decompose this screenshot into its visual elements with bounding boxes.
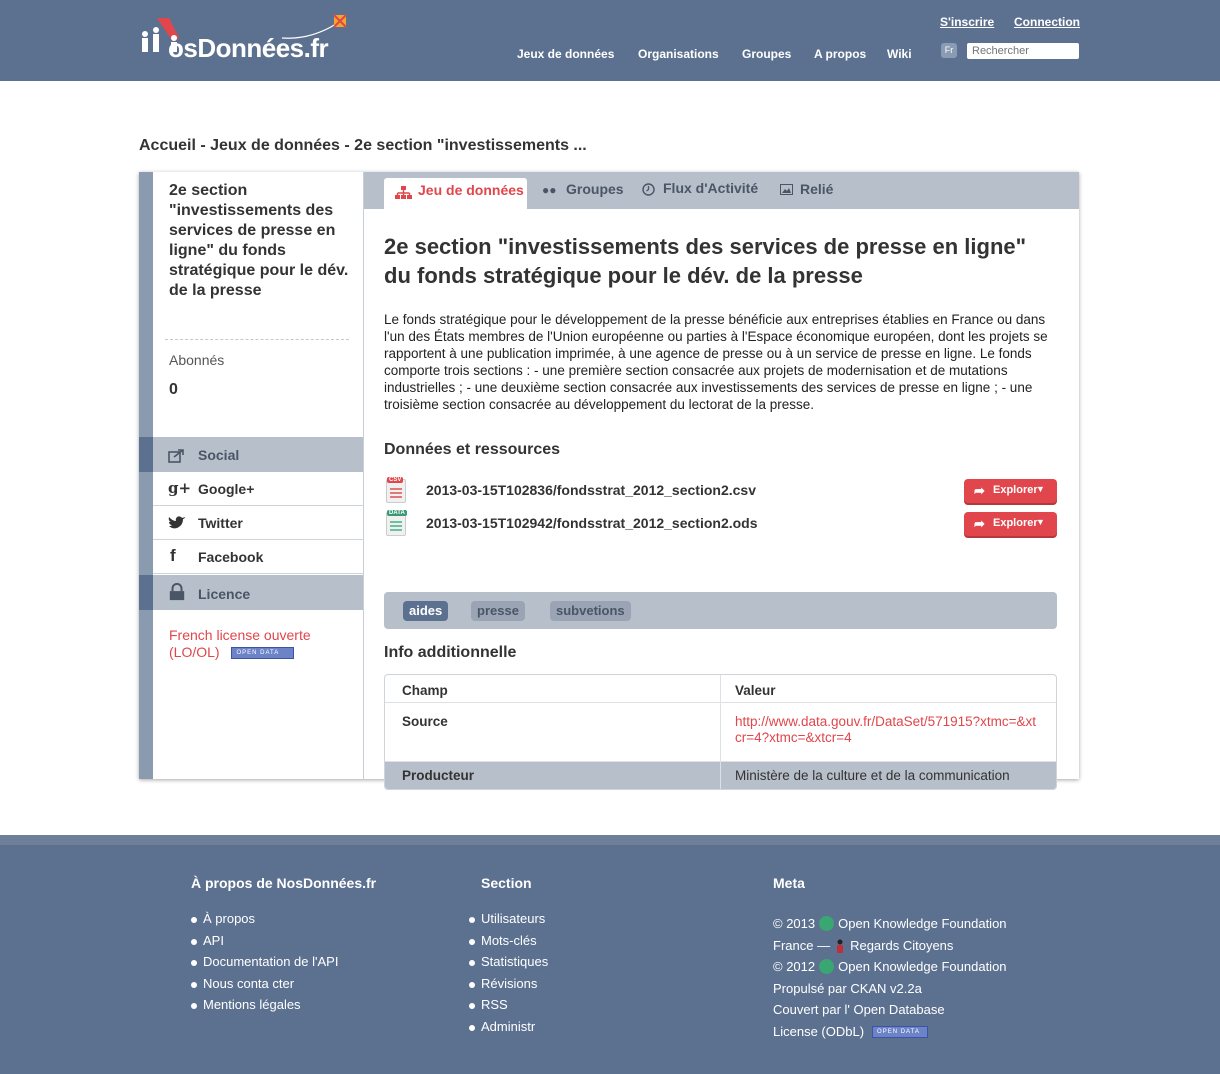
share-facebook-label: Facebook	[198, 549, 264, 565]
open-data-badge: OPEN DATA	[231, 647, 294, 659]
licence-credit[interactable]: License (ODbL)	[773, 1023, 865, 1039]
column-header: Champ	[402, 683, 448, 698]
ckan-credit[interactable]: Propulsé par CKAN v2.2a	[773, 980, 922, 996]
field-cell: Producteur	[402, 768, 475, 783]
tab-dataset-label: Jeu de données	[418, 182, 524, 198]
data-file-icon: DATA	[386, 512, 406, 536]
okf-link[interactable]: Open Knowledge Foundation	[838, 916, 1007, 931]
dataset-description: Le fonds stratégique pour le développement de la presse bénéficie aux entreprises établies en France ou dans l'un des États membres de l'Union européenne ou parties à l'Espace économique européen, dont les projets se rapportent à une publication imprimée, à une agence de presse ou à un service de presse en ligne. Le fonds comporte trois sections : - une première section consacrée aux projets de modernisation et de mutations industrielles ; - une deuxième section consacrée aux investissements des services de presse en ligne ; - une troisième section consacrée au développement du lectorat de la presse.	[384, 312, 1048, 412]
site-header	[0, 0, 1220, 81]
caret-down-icon: ▼	[1036, 517, 1045, 527]
nav-wiki[interactable]: Wiki	[887, 47, 912, 61]
okf-logo-icon	[819, 916, 834, 931]
licence-credit[interactable]: Couvert par l' Open Database	[773, 1002, 945, 1017]
lock-icon	[168, 583, 186, 601]
tag-subvetions[interactable]: subvetions	[550, 601, 631, 621]
info-heading: Info additionnelle	[384, 644, 517, 661]
okf-link[interactable]: Open Knowledge Foundation	[838, 959, 1007, 974]
footer-link[interactable]: Mots-clés	[469, 933, 548, 955]
okf-logo-icon	[819, 959, 834, 974]
share-twitter-label: Twitter	[198, 515, 243, 531]
tags-bar	[384, 592, 1057, 629]
share-twitter[interactable]	[153, 506, 363, 540]
social-heading: Social	[198, 447, 240, 463]
site-logo[interactable]: osDonnées.fr	[168, 33, 329, 63]
facebook-icon: f	[170, 546, 176, 565]
source-link[interactable]: http://www.data.gouv.fr/DataSet/571915?xtmc=&xtcr=4?xtmc=&xtcr=4	[735, 714, 1037, 745]
licence-heading: Licence	[198, 586, 251, 602]
login-link[interactable]: Connection	[1014, 15, 1080, 29]
licence-name[interactable]: French license ouverte (LO/OL)	[169, 627, 311, 660]
followers-count: 0	[169, 381, 178, 398]
share-arrow-icon: ➦	[974, 516, 985, 531]
open-data-badge: OPEN DATA	[872, 1026, 928, 1038]
share-icon	[168, 447, 186, 465]
resources-heading: Données et ressources	[384, 441, 561, 458]
site-footer	[0, 835, 1220, 1074]
resource-item[interactable]	[384, 479, 1057, 507]
column-divider	[720, 675, 721, 789]
footer-link[interactable]: Utilisateurs	[469, 911, 548, 933]
divider	[165, 339, 349, 340]
resource-item[interactable]	[384, 512, 1057, 540]
resource-name[interactable]: 2013-03-15T102836/fondsstrat_2012_section2.csv	[426, 482, 756, 498]
language-selector[interactable]: Fr	[941, 43, 957, 58]
breadcrumb[interactable]: Accueil - Jeux de données - 2e section "investissements ...	[139, 137, 587, 154]
footer-link[interactable]: Documentation de l'API	[191, 954, 338, 976]
dataset-panel	[139, 172, 1079, 783]
nav-about[interactable]: A propos	[814, 47, 867, 61]
nav-organisations[interactable]: Organisations	[638, 47, 719, 61]
column-header: Valeur	[735, 683, 776, 698]
tab-related[interactable]: Relié	[800, 181, 834, 197]
csv-file-icon: CSV	[386, 479, 406, 503]
value-cell: Ministère de la culture et de la communication	[735, 768, 1010, 783]
tag-presse[interactable]: presse	[471, 601, 525, 621]
footer-section-heading: Section	[481, 875, 532, 891]
image-icon	[780, 184, 793, 195]
search-input[interactable]	[967, 43, 1079, 59]
share-google-plus[interactable]	[153, 472, 363, 506]
twitter-icon	[168, 514, 186, 532]
signup-link[interactable]: S'inscrire	[940, 15, 995, 29]
dataset-title: 2e section "investissements des services de presse en ligne" du fonds stratégique pour le dév. de la presse	[384, 234, 1027, 288]
tabs-bar	[364, 172, 1079, 209]
groups-icon: ●●	[542, 183, 557, 197]
clock-icon	[642, 183, 655, 196]
footer-link[interactable]: Statistiques	[469, 954, 548, 976]
footer-link[interactable]: API	[191, 933, 338, 955]
sidebar-dataset-title: 2e section "investissements des services de presse en ligne" du fonds stratégique pour le dév. de la presse	[169, 182, 349, 299]
nav-datasets[interactable]: Jeux de données	[517, 47, 615, 61]
share-arrow-icon: ➦	[974, 483, 985, 498]
sitemap-icon	[395, 186, 412, 200]
footer-link[interactable]: RSS	[469, 997, 548, 1019]
info-table	[384, 674, 1057, 790]
footer-meta	[773, 913, 1043, 1042]
field-cell: Source	[402, 714, 448, 729]
meta-text: © 2013	[773, 916, 816, 931]
sidebar	[153, 172, 364, 779]
licence-section-header	[139, 575, 363, 610]
footer-link[interactable]: Nous conta cter	[191, 976, 338, 998]
google-plus-icon: g+	[168, 479, 192, 497]
explore-button[interactable]: ➦ Explorer ▼	[964, 512, 1057, 536]
tag-aides[interactable]: aides	[403, 601, 448, 621]
tab-activity[interactable]: Flux d'Activité	[663, 180, 759, 196]
licence-link[interactable]	[169, 627, 359, 661]
explore-button[interactable]: ➦ Explorer ▼	[964, 479, 1057, 503]
nav-groups[interactable]: Groupes	[742, 47, 792, 61]
footer-meta-heading: Meta	[773, 875, 805, 891]
tab-groups[interactable]: Groupes	[566, 181, 624, 197]
tab-dataset[interactable]	[384, 178, 527, 209]
share-google-plus-label: Google+	[198, 481, 255, 497]
footer-link[interactable]: Révisions	[469, 976, 548, 998]
social-section-header	[139, 437, 363, 472]
meta-text: © 2012	[773, 959, 816, 974]
footer-section-list	[469, 911, 548, 1040]
kite-icon	[280, 14, 348, 40]
meta-text: France —	[773, 937, 831, 953]
footer-link[interactable]: À propos	[191, 911, 338, 933]
regards-citoyens-link[interactable]: Regards Citoyens	[850, 937, 954, 953]
share-facebook[interactable]	[153, 540, 363, 574]
footer-link[interactable]: Mentions légales	[191, 997, 338, 1019]
footer-about-list	[191, 911, 338, 1019]
followers-label: Abonnés	[169, 352, 225, 368]
footer-link[interactable]: Administr	[469, 1019, 548, 1041]
resource-name[interactable]: 2013-03-15T102942/fondsstrat_2012_section2.ods	[426, 515, 758, 531]
footer-about-heading: À propos de NosDonnées.fr	[191, 875, 377, 891]
regards-citoyens-logo-icon	[834, 939, 846, 953]
caret-down-icon: ▼	[1036, 484, 1045, 494]
left-accent-bar	[139, 172, 153, 779]
